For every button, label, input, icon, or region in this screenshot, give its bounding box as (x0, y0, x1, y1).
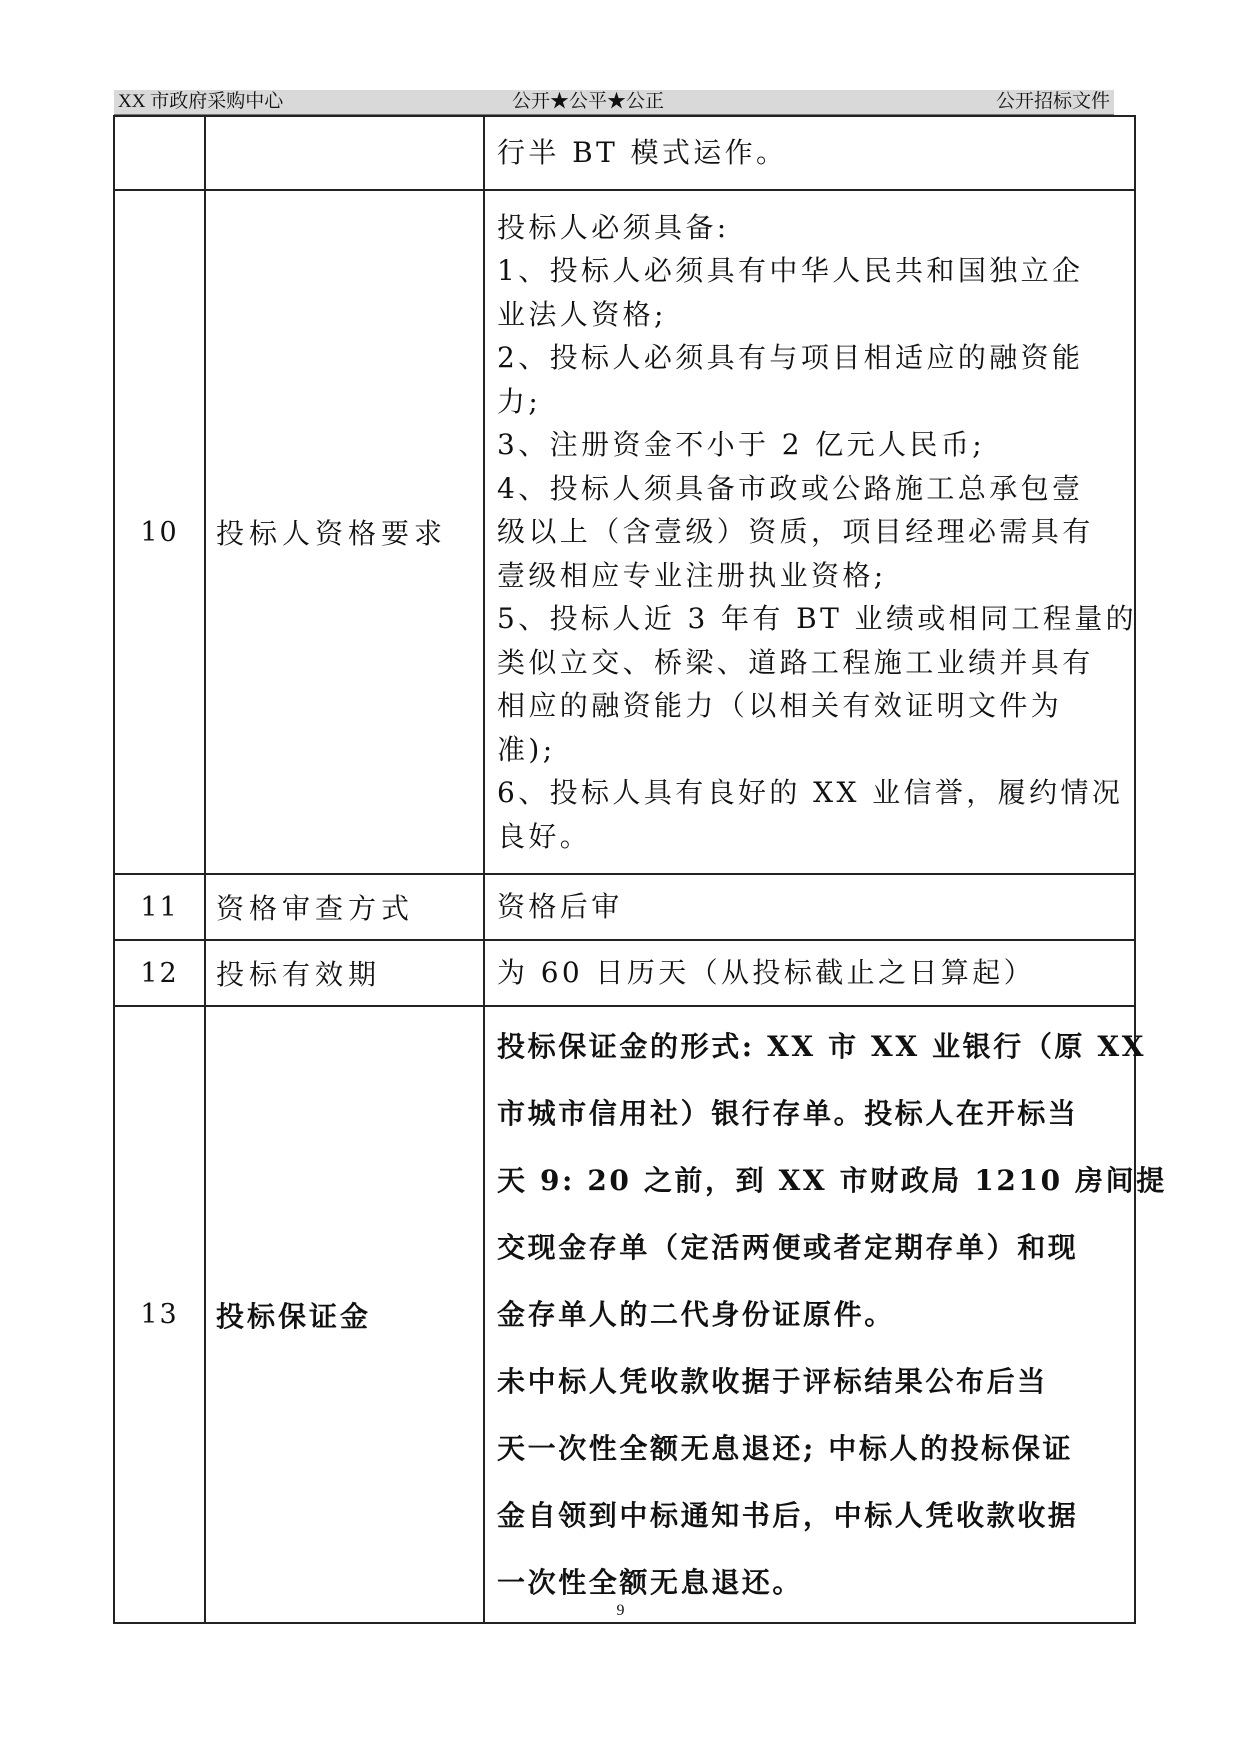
content-line: 良好。 (497, 819, 592, 853)
row-content (484, 116, 1135, 190)
content-line: 未中标人凭收款收据于评标结果公布后当 (497, 1365, 1048, 1398)
row-number: 10 (114, 190, 205, 874)
table-row-11 (114, 874, 1135, 940)
content-line: 投标人必须具备: (497, 210, 730, 244)
table-row-13 (114, 1006, 1135, 1623)
content-line: 级以上（含壹级）资质，项目经理必需具有 (497, 515, 1094, 549)
content-line: 投标保证金的形式: XX 市 XX 业银行（原 XX (497, 1030, 1147, 1063)
row-item: 资格审查方式 (205, 874, 484, 940)
content-line: 金自领到中标通知书后，中标人凭收款收据 (497, 1499, 1079, 1532)
content-line: 天 9: 20 之前，到 XX 市财政局 1210 房间提 (497, 1164, 1167, 1197)
content-line: 准); (497, 732, 556, 766)
content-line: 类似立交、桥梁、道路工程施工业绩并具有 (497, 645, 1094, 679)
content-line: 为 60 日历天（从投标截止之日算起） (497, 956, 1036, 990)
header-motto: 公开★公平★公正 (512, 91, 665, 112)
content-line: 市城市信用社）银行存单。投标人在开标当 (497, 1097, 1079, 1130)
content-line: 金存单人的二代身份证原件。 (497, 1298, 895, 1331)
row-number: 12 (114, 940, 205, 1006)
row-content (484, 940, 1135, 1006)
content-line: 行半 BT 模式运作。 (497, 136, 788, 170)
content-line: 一次性全额无息退还。 (497, 1566, 804, 1599)
content-line: 3、注册资金不小于 2 亿元人民币; (497, 428, 986, 462)
row-content (484, 190, 1138, 874)
content-line: 1、投标人必须具有中华人民共和国独立企 (497, 254, 1084, 288)
content-line: 资格后审 (497, 890, 623, 924)
table-row-continuation (114, 116, 1135, 190)
row-content (484, 1006, 1167, 1623)
header-document-type: 公开招标文件 (995, 91, 1110, 112)
content-line: 壹级相应专业注册执业资格; (497, 558, 887, 592)
content-line: 相应的融资能力（以相关有效证明文件为 (497, 689, 1063, 723)
content-line: 天一次性全额无息退还; 中标人的投标保证 (497, 1432, 1074, 1465)
table-row-12 (114, 940, 1135, 1006)
content-line: 业法人资格; (497, 297, 667, 331)
row-number: 11 (114, 874, 205, 940)
page-number: 9 (616, 1602, 625, 1619)
content-line: 4、投标人须具备市政或公路施工总承包壹 (497, 471, 1084, 505)
row-number: 13 (114, 1006, 205, 1623)
row-item: 投标有效期 (205, 940, 484, 1006)
header-organization: XX 市政府采购中心 (118, 91, 284, 112)
content-line: 2、投标人必须具有与项目相适应的融资能 (497, 341, 1084, 375)
content-line: 6、投标人具有良好的 XX 业信誉，履约情况 (497, 776, 1124, 810)
table-row-10 (114, 190, 1135, 874)
row-item: 投标人资格要求 (205, 190, 484, 874)
content-line: 力; (497, 384, 542, 418)
content-line: 5、投标人近 3 年有 BT 业绩或相同工程量的 (497, 602, 1138, 636)
requirements-table (113, 115, 1167, 1624)
row-item (205, 116, 484, 190)
content-line: 交现金存单（定活两便或者定期存单）和现 (497, 1231, 1079, 1264)
page-header (114, 90, 1114, 115)
row-number (114, 116, 205, 190)
row-content (484, 874, 1135, 940)
row-item: 投标保证金 (205, 1006, 484, 1623)
